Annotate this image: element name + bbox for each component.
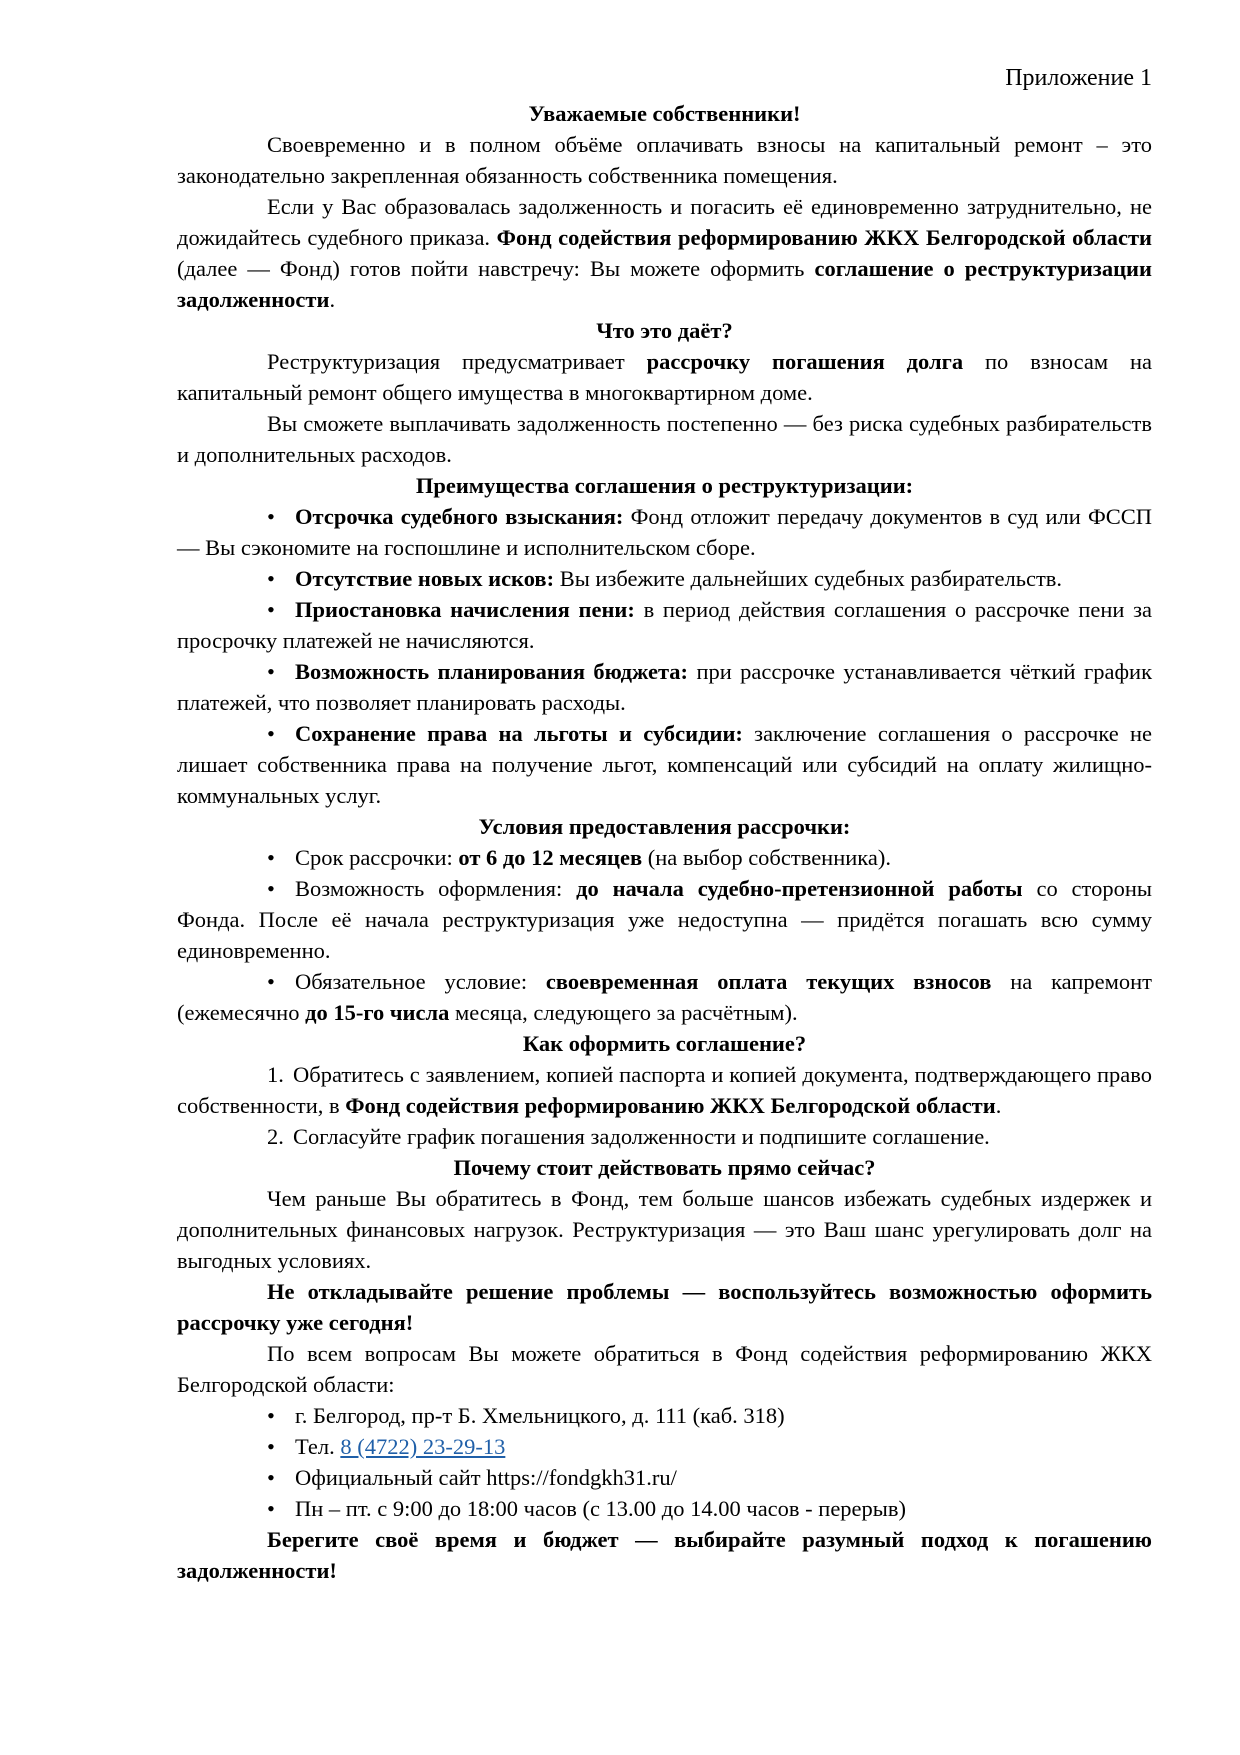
condition-item — [177, 842, 1152, 873]
intro-paragraph-1: Своевременно и в полном объёме оплачивать взносы на капитальный ремонт – это законодательно закрепленная обязанность собственника помещения. — [177, 132, 1152, 188]
text: Если у Вас образовалась задолженность и погасить её единовременно затруднительно, не дожидайтесь судебного приказа. — [177, 194, 1152, 250]
step-number: 1. — [267, 1062, 284, 1087]
contact-hours — [177, 1493, 1152, 1524]
bullet-icon: • — [267, 659, 275, 684]
installment-term: рассрочку погашения долга — [646, 349, 964, 374]
fund-name: Фонд содействия реформированию ЖКХ Белгородской области — [345, 1093, 996, 1118]
advantage-text: Вы избежите дальнейших судебных разбирательств. — [554, 566, 1063, 591]
contact-intro: По всем вопросам Вы можете обратиться в Фонд содействия реформированию ЖКХ Белгородской области: — [177, 1341, 1152, 1397]
advantage-item — [177, 656, 1152, 718]
text: на капремонт (ежемесячно — [177, 969, 1153, 1025]
text: месяца, следующего за расчётным). — [449, 1000, 798, 1025]
how-step-1 — [177, 1059, 1152, 1121]
bullet-icon: • — [267, 597, 275, 622]
contact-phone — [177, 1431, 1152, 1462]
how-heading: Как оформить соглашение? — [522, 1031, 807, 1056]
requirement-term: своевременная оплата текущих взносов — [545, 969, 992, 994]
what-heading: Что это даёт? — [596, 318, 733, 343]
what-paragraph-1 — [177, 346, 1152, 408]
bullet-icon: • — [267, 1434, 275, 1459]
appendix-label: Приложение 1 — [1005, 65, 1152, 91]
why-heading: Почему стоит действовать прямо сейчас? — [453, 1155, 876, 1180]
term-range: от 6 до 12 месяцев — [458, 845, 643, 870]
agreement-term: соглашение о реструктуризации задолженности — [177, 256, 1152, 312]
address-text: г. Белгород, пр-т Б. Хмельницкого, д. 111 (каб. 318) — [295, 1403, 785, 1428]
advantage-title: Отсутствие новых исков: — [295, 566, 555, 591]
due-date: до 15-го числа — [305, 1000, 450, 1025]
advantage-title: Приостановка начисления пени: — [295, 597, 635, 622]
phone-link[interactable]: 8 (4722) 23-29-13 — [340, 1434, 506, 1459]
bullet-icon: • — [267, 721, 275, 746]
condition-item — [177, 966, 1152, 1028]
advantage-item — [177, 594, 1152, 656]
advantage-text: Фонд отложит передачу документов в суд или ФССП — Вы сэкономите на госпошлине и исполнительском сборе. — [177, 504, 1152, 560]
phone-label: Тел. — [295, 1434, 341, 1459]
intro-paragraph-2 — [177, 191, 1152, 315]
bullet-icon: • — [267, 504, 275, 529]
text: Обязательное условие: — [295, 969, 546, 994]
text: . — [995, 1093, 1002, 1118]
deadline-term: до начала судебно-претензионной работы — [576, 876, 1023, 901]
advantage-text: заключение соглашения о рассрочке не лишает собственника права на получение льгот, компенсаций или субсидий на оплату жилищно-коммунальных услуг. — [177, 721, 1152, 808]
text: . — [329, 287, 336, 312]
step-number: 2. — [267, 1124, 284, 1149]
bullet-icon: • — [267, 876, 275, 901]
text: Срок рассрочки: — [295, 845, 459, 870]
document-content — [177, 58, 1152, 1586]
advantage-title: Сохранение права на льготы и субсидии: — [295, 721, 743, 746]
advantage-item — [177, 501, 1152, 563]
fund-name: Фонд содействия реформированию ЖКХ Белгородской области — [496, 225, 1152, 250]
text: (далее — Фонд) готов пойти навстречу: Вы можете оформить — [177, 256, 815, 281]
why-paragraph-1: Чем раньше Вы обратитесь в Фонд, тем больше шансов избежать судебных издержек и дополнительных финансовых нагрузок. Реструктуризация — это Ваш шанс урегулировать долг на выгодных условиях. — [177, 1186, 1152, 1273]
bullet-icon: • — [267, 969, 275, 994]
bullet-icon: • — [267, 1465, 275, 1490]
advantages-heading: Преимущества соглашения о реструктуризации: — [415, 473, 914, 498]
text: Возможность оформления: — [295, 876, 577, 901]
advantage-text: при рассрочке устанавливается чёткий график платежей, что позволяет планировать расходы. — [177, 659, 1153, 715]
bullet-icon: • — [267, 845, 275, 870]
advantage-title: Отсрочка судебного взыскания: — [295, 504, 624, 529]
text: Реструктуризация предусматривает — [267, 349, 647, 374]
greeting-heading: Уважаемые собственники! — [528, 101, 801, 126]
text: Согласуйте график погашения задолженности и подпишите соглашение. — [293, 1124, 990, 1149]
call-to-action — [177, 1276, 1152, 1338]
bullet-icon: • — [267, 566, 275, 591]
conditions-heading: Условия предоставления рассрочки: — [478, 814, 851, 839]
advantage-item — [177, 563, 1152, 594]
contact-website — [177, 1462, 1152, 1493]
hours-text: Пн – пт. с 9:00 до 18:00 часов (с 13.00 до 14.00 часов - перерыв) — [295, 1496, 907, 1521]
advantage-title: Возможность планирования бюджета: — [295, 659, 689, 684]
text: по взносам на капитальный ремонт общего имущества в многоквартирном доме. — [177, 349, 1153, 405]
advantage-item — [177, 718, 1152, 811]
website-text: Официальный сайт https://fondgkh31.ru/ — [295, 1465, 677, 1490]
closing-paragraph — [177, 1524, 1152, 1586]
how-step-2 — [177, 1121, 1152, 1152]
bullet-icon: • — [267, 1496, 275, 1521]
what-paragraph-2: Вы сможете выплачивать задолженность постепенно — без риска судебных разбирательств и дополнительных расходов. — [177, 411, 1152, 467]
advantage-text: в период действия соглашения о рассрочке пени за просрочку платежей не начисляются. — [177, 597, 1152, 653]
text: Обратитесь с заявлением, копией паспорта и копией документа, подтверждающего право собственности, в — [177, 1062, 1152, 1118]
call-to-action-text: Не откладывайте решение проблемы — воспользуйтесь возможностью оформить рассрочку уже сегодня! — [177, 1279, 1152, 1335]
bullet-icon: • — [267, 1403, 275, 1428]
text: со стороны Фонда. После её начала реструктуризация уже недоступна — придётся погашать всю сумму единовременно. — [177, 876, 1152, 963]
closing-text: Берегите своё время и бюджет — выбирайте разумный подход к погашению задолженности! — [177, 1527, 1152, 1583]
contact-address — [177, 1400, 1152, 1431]
text: (на выбор собственника). — [642, 845, 891, 870]
condition-item — [177, 873, 1152, 966]
